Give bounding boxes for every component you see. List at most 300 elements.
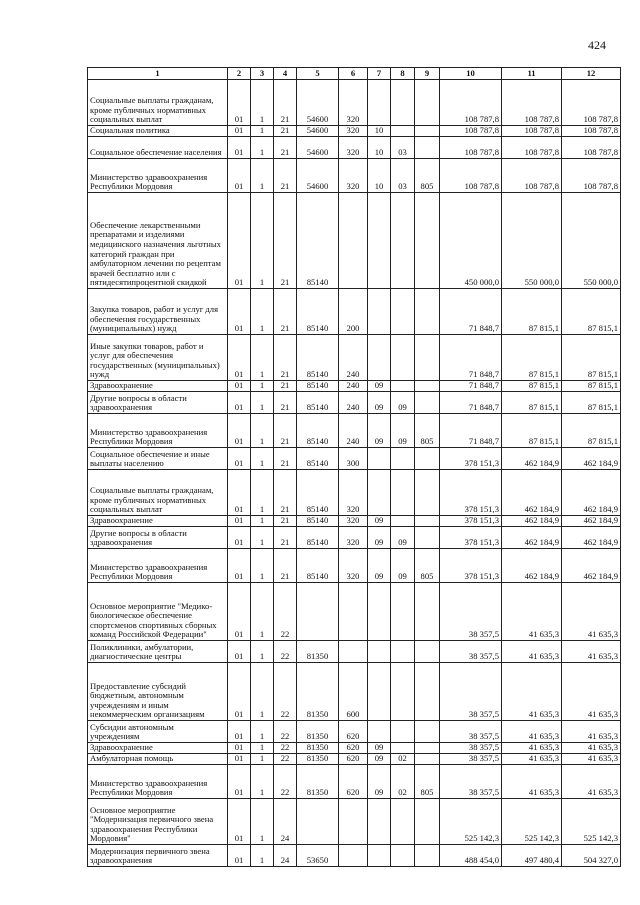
- row-cell-col-9: [415, 392, 440, 414]
- row-cell-col-7: 09: [368, 392, 391, 414]
- row-cell-col-8: [391, 470, 415, 516]
- column-header-7: 7: [368, 68, 391, 80]
- row-cell-col-6: 300: [339, 448, 368, 470]
- row-cell-col-5: 85140: [297, 381, 339, 392]
- row-cell-col-12: 87 815,1: [562, 414, 621, 448]
- budget-table: [87, 67, 621, 867]
- row-cell-col-7: [368, 80, 391, 126]
- table-row: [88, 754, 621, 765]
- row-cell-col-4: 21: [274, 137, 297, 159]
- row-cell-col-3: 1: [251, 765, 274, 799]
- table-row: [88, 414, 621, 448]
- row-cell-col-7: [368, 335, 391, 381]
- row-cell-col-4: 21: [274, 527, 297, 549]
- column-header-4: 4: [274, 68, 297, 80]
- table-row: [88, 641, 621, 663]
- row-cell-col-4: 21: [274, 470, 297, 516]
- row-name-cell: Модернизация первичного звена здравоохранения: [88, 845, 228, 867]
- row-cell-col-4: 21: [274, 289, 297, 335]
- table-row: [88, 765, 621, 799]
- row-cell-col-10: 108 787,8: [440, 80, 502, 126]
- row-cell-col-8: [391, 583, 415, 641]
- table-row: [88, 159, 621, 193]
- row-cell-col-10: 38 357,5: [440, 743, 502, 754]
- table-row: [88, 289, 621, 335]
- table-row: [88, 845, 621, 867]
- row-cell-col-3: 1: [251, 414, 274, 448]
- row-cell-col-3: 1: [251, 137, 274, 159]
- row-cell-col-7: [368, 845, 391, 867]
- row-cell-col-6: 600: [339, 663, 368, 721]
- row-cell-col-7: [368, 470, 391, 516]
- row-name-cell: Здравоохранение: [88, 743, 228, 754]
- row-cell-col-11: 87 815,1: [502, 414, 562, 448]
- row-name-cell: Социальная политика: [88, 126, 228, 137]
- row-cell-col-9: [415, 470, 440, 516]
- row-cell-col-10: 108 787,8: [440, 126, 502, 137]
- row-name-cell: Другие вопросы в области здравоохранения: [88, 527, 228, 549]
- row-cell-col-10: 38 357,5: [440, 641, 502, 663]
- row-cell-col-9: [415, 381, 440, 392]
- row-cell-col-6: 320: [339, 159, 368, 193]
- row-cell-col-5: [297, 799, 339, 845]
- row-cell-col-9: [415, 721, 440, 743]
- row-cell-col-3: 1: [251, 470, 274, 516]
- row-cell-col-10: 38 357,5: [440, 765, 502, 799]
- row-cell-col-4: 22: [274, 721, 297, 743]
- row-cell-col-11: 108 787,8: [502, 126, 562, 137]
- row-cell-col-8: [391, 721, 415, 743]
- row-cell-col-7: [368, 193, 391, 289]
- row-cell-col-12: 462 184,9: [562, 527, 621, 549]
- row-cell-col-2: 01: [228, 641, 251, 663]
- table-row: [88, 721, 621, 743]
- row-cell-col-7: 10: [368, 126, 391, 137]
- row-cell-col-9: 805: [415, 414, 440, 448]
- row-cell-col-5: 81350: [297, 641, 339, 663]
- row-cell-col-5: 54600: [297, 80, 339, 126]
- row-name-cell: Обеспечение лекарственными препаратами и изделиями медицинского назначения льготных категорий граждан при амбулаторном лечении по рецептам врачей бесплатно или с пятидесятипроцентной скидкой: [88, 193, 228, 289]
- row-cell-col-11: 41 635,3: [502, 743, 562, 754]
- row-cell-col-6: 320: [339, 549, 368, 583]
- row-cell-col-12: 87 815,1: [562, 392, 621, 414]
- row-cell-col-2: 01: [228, 754, 251, 765]
- table-row: [88, 193, 621, 289]
- row-cell-col-5: 85140: [297, 527, 339, 549]
- row-cell-col-5: 54600: [297, 126, 339, 137]
- row-cell-col-9: [415, 527, 440, 549]
- row-cell-col-2: 01: [228, 549, 251, 583]
- row-cell-col-8: 02: [391, 754, 415, 765]
- table-row: [88, 549, 621, 583]
- row-cell-col-9: [415, 193, 440, 289]
- row-cell-col-8: [391, 80, 415, 126]
- row-cell-col-3: 1: [251, 641, 274, 663]
- row-cell-col-9: [415, 448, 440, 470]
- table-row: [88, 470, 621, 516]
- row-cell-col-5: 85140: [297, 448, 339, 470]
- row-cell-col-7: [368, 663, 391, 721]
- row-cell-col-6: [339, 193, 368, 289]
- row-cell-col-4: 21: [274, 193, 297, 289]
- row-cell-col-10: 378 151,3: [440, 549, 502, 583]
- row-cell-col-12: 41 635,3: [562, 583, 621, 641]
- row-cell-col-2: 01: [228, 527, 251, 549]
- row-cell-col-8: [391, 126, 415, 137]
- row-name-cell: Амбулаторная помощь: [88, 754, 228, 765]
- row-cell-col-11: 462 184,9: [502, 516, 562, 527]
- row-cell-col-7: [368, 448, 391, 470]
- row-cell-col-3: 1: [251, 289, 274, 335]
- row-cell-col-6: 620: [339, 754, 368, 765]
- row-cell-col-7: 09: [368, 527, 391, 549]
- row-cell-col-7: 09: [368, 381, 391, 392]
- row-name-cell: Социальные выплаты гражданам, кроме публичных нормативных социальных выплат: [88, 470, 228, 516]
- row-cell-col-11: 525 142,3: [502, 799, 562, 845]
- row-cell-col-5: 53650: [297, 845, 339, 867]
- row-cell-col-3: 1: [251, 845, 274, 867]
- row-cell-col-7: [368, 721, 391, 743]
- row-cell-col-8: 02: [391, 765, 415, 799]
- row-cell-col-2: 01: [228, 289, 251, 335]
- row-cell-col-2: 01: [228, 765, 251, 799]
- row-cell-col-8: 03: [391, 137, 415, 159]
- row-cell-col-5: 85140: [297, 516, 339, 527]
- row-cell-col-10: 450 000,0: [440, 193, 502, 289]
- row-cell-col-11: 87 815,1: [502, 392, 562, 414]
- row-cell-col-5: 85140: [297, 335, 339, 381]
- row-cell-col-9: [415, 289, 440, 335]
- row-cell-col-9: [415, 743, 440, 754]
- row-cell-col-11: 108 787,8: [502, 80, 562, 126]
- row-cell-col-2: 01: [228, 516, 251, 527]
- row-cell-col-2: 01: [228, 583, 251, 641]
- row-cell-col-9: [415, 663, 440, 721]
- row-cell-col-11: 87 815,1: [502, 381, 562, 392]
- column-header-6: 6: [339, 68, 368, 80]
- row-cell-col-10: 38 357,5: [440, 663, 502, 721]
- row-cell-col-8: 09: [391, 414, 415, 448]
- row-cell-col-5: 85140: [297, 193, 339, 289]
- table-row: [88, 392, 621, 414]
- column-header-12: 12: [562, 68, 621, 80]
- row-name-cell: Министерство здравоохранения Республики Мордовия: [88, 765, 228, 799]
- row-cell-col-6: [339, 583, 368, 641]
- row-cell-col-4: 21: [274, 159, 297, 193]
- row-cell-col-2: 01: [228, 80, 251, 126]
- row-cell-col-9: [415, 754, 440, 765]
- row-cell-col-12: 41 635,3: [562, 641, 621, 663]
- row-cell-col-7: 09: [368, 549, 391, 583]
- row-cell-col-3: 1: [251, 335, 274, 381]
- table-row: [88, 799, 621, 845]
- table-row: [88, 381, 621, 392]
- row-cell-col-3: 1: [251, 663, 274, 721]
- row-cell-col-6: 620: [339, 765, 368, 799]
- row-cell-col-10: 378 151,3: [440, 470, 502, 516]
- row-cell-col-5: 81350: [297, 765, 339, 799]
- row-cell-col-11: 41 635,3: [502, 583, 562, 641]
- row-cell-col-4: 21: [274, 516, 297, 527]
- table-row: [88, 335, 621, 381]
- row-cell-col-10: 71 848,7: [440, 414, 502, 448]
- row-cell-col-10: 71 848,7: [440, 335, 502, 381]
- column-header-1: 1: [88, 68, 228, 80]
- row-cell-col-8: [391, 663, 415, 721]
- row-cell-col-3: 1: [251, 392, 274, 414]
- row-cell-col-8: [391, 335, 415, 381]
- column-header-5: 5: [297, 68, 339, 80]
- row-cell-col-6: 320: [339, 516, 368, 527]
- row-cell-col-12: 504 327,0: [562, 845, 621, 867]
- row-cell-col-9: [415, 126, 440, 137]
- row-cell-col-4: 22: [274, 743, 297, 754]
- row-cell-col-6: 320: [339, 126, 368, 137]
- table-row: [88, 448, 621, 470]
- row-cell-col-10: 71 848,7: [440, 381, 502, 392]
- row-cell-col-8: [391, 845, 415, 867]
- row-cell-col-12: 41 635,3: [562, 743, 621, 754]
- row-cell-col-11: 41 635,3: [502, 754, 562, 765]
- row-cell-col-3: 1: [251, 381, 274, 392]
- row-cell-col-6: 240: [339, 335, 368, 381]
- column-header-3: 3: [251, 68, 274, 80]
- row-cell-col-12: 41 635,3: [562, 663, 621, 721]
- row-cell-col-9: [415, 583, 440, 641]
- row-cell-col-10: 38 357,5: [440, 754, 502, 765]
- row-cell-col-5: 81350: [297, 721, 339, 743]
- row-cell-col-6: [339, 641, 368, 663]
- row-cell-col-11: 462 184,9: [502, 527, 562, 549]
- row-cell-col-6: 240: [339, 381, 368, 392]
- column-header-2: 2: [228, 68, 251, 80]
- row-cell-col-5: 85140: [297, 470, 339, 516]
- row-cell-col-4: 22: [274, 641, 297, 663]
- row-cell-col-8: [391, 381, 415, 392]
- row-name-cell: Основное мероприятие "Медико-биологическое обеспечение спортсменов спортивных сборных команд Российской Федерации": [88, 583, 228, 641]
- header-row: [88, 68, 621, 80]
- row-cell-col-3: 1: [251, 448, 274, 470]
- row-cell-col-11: 462 184,9: [502, 470, 562, 516]
- row-cell-col-6: 240: [339, 414, 368, 448]
- row-cell-col-5: 85140: [297, 289, 339, 335]
- row-cell-col-4: 21: [274, 80, 297, 126]
- row-name-cell: Субсидии автономным учреждениям: [88, 721, 228, 743]
- row-cell-col-7: 10: [368, 137, 391, 159]
- row-cell-col-9: [415, 335, 440, 381]
- row-cell-col-4: 22: [274, 583, 297, 641]
- row-cell-col-4: 22: [274, 765, 297, 799]
- row-cell-col-7: [368, 583, 391, 641]
- row-cell-col-4: 22: [274, 754, 297, 765]
- row-cell-col-11: 41 635,3: [502, 721, 562, 743]
- table-row: [88, 583, 621, 641]
- row-cell-col-12: 41 635,3: [562, 765, 621, 799]
- row-cell-col-5: 81350: [297, 663, 339, 721]
- row-cell-col-12: 462 184,9: [562, 516, 621, 527]
- page-number: 424: [588, 38, 606, 52]
- row-cell-col-2: 01: [228, 743, 251, 754]
- table-row: [88, 527, 621, 549]
- table-row: [88, 663, 621, 721]
- row-cell-col-12: 108 787,8: [562, 126, 621, 137]
- row-cell-col-12: 462 184,9: [562, 549, 621, 583]
- row-cell-col-10: 38 357,5: [440, 583, 502, 641]
- row-cell-col-3: 1: [251, 799, 274, 845]
- row-cell-col-9: [415, 799, 440, 845]
- row-cell-col-9: 805: [415, 549, 440, 583]
- row-name-cell: Социальные выплаты гражданам, кроме публичных нормативных социальных выплат: [88, 80, 228, 126]
- row-cell-col-11: 41 635,3: [502, 765, 562, 799]
- row-cell-col-10: 108 787,8: [440, 159, 502, 193]
- row-cell-col-10: 71 848,7: [440, 289, 502, 335]
- row-cell-col-2: 01: [228, 448, 251, 470]
- row-cell-col-7: [368, 799, 391, 845]
- row-cell-col-6: 200: [339, 289, 368, 335]
- row-name-cell: Закупка товаров, работ и услуг для обеспечения государственных (муниципальных) нужд: [88, 289, 228, 335]
- row-cell-col-4: 24: [274, 845, 297, 867]
- row-name-cell: Основное мероприятие "Модернизация первичного звена здравоохранения Республики Мордовия": [88, 799, 228, 845]
- row-cell-col-2: 01: [228, 470, 251, 516]
- row-cell-col-9: [415, 516, 440, 527]
- row-cell-col-7: 09: [368, 516, 391, 527]
- row-cell-col-3: 1: [251, 126, 274, 137]
- row-cell-col-11: 550 000,0: [502, 193, 562, 289]
- row-cell-col-4: 22: [274, 663, 297, 721]
- row-cell-col-6: 320: [339, 470, 368, 516]
- row-name-cell: Здравоохранение: [88, 381, 228, 392]
- row-cell-col-12: 462 184,9: [562, 470, 621, 516]
- row-cell-col-9: [415, 137, 440, 159]
- row-cell-col-7: [368, 641, 391, 663]
- row-cell-col-9: [415, 80, 440, 126]
- row-cell-col-2: 01: [228, 414, 251, 448]
- row-cell-col-7: 09: [368, 765, 391, 799]
- column-header-8: 8: [391, 68, 415, 80]
- row-cell-col-10: 378 151,3: [440, 527, 502, 549]
- row-cell-col-5: 81350: [297, 754, 339, 765]
- row-cell-col-6: 320: [339, 137, 368, 159]
- row-cell-col-11: 497 480,4: [502, 845, 562, 867]
- row-cell-col-3: 1: [251, 721, 274, 743]
- row-cell-col-11: 462 184,9: [502, 448, 562, 470]
- row-cell-col-8: [391, 448, 415, 470]
- row-cell-col-10: 71 848,7: [440, 392, 502, 414]
- row-cell-col-7: 09: [368, 743, 391, 754]
- row-cell-col-4: 21: [274, 549, 297, 583]
- row-cell-col-12: 108 787,8: [562, 137, 621, 159]
- row-cell-col-3: 1: [251, 80, 274, 126]
- row-cell-col-2: 01: [228, 137, 251, 159]
- column-header-11: 11: [502, 68, 562, 80]
- row-cell-col-2: 01: [228, 721, 251, 743]
- row-cell-col-12: 108 787,8: [562, 159, 621, 193]
- row-cell-col-5: 54600: [297, 137, 339, 159]
- row-cell-col-10: 38 357,5: [440, 721, 502, 743]
- row-cell-col-12: 87 815,1: [562, 381, 621, 392]
- row-name-cell: Иные закупки товаров, работ и услуг для обеспечения государственных (муниципальных) нужд: [88, 335, 228, 381]
- column-header-10: 10: [440, 68, 502, 80]
- table-row: [88, 126, 621, 137]
- row-cell-col-12: 41 635,3: [562, 754, 621, 765]
- table-row: [88, 743, 621, 754]
- row-cell-col-9: [415, 641, 440, 663]
- row-name-cell: Министерство здравоохранения Республики Мордовия: [88, 159, 228, 193]
- row-cell-col-6: [339, 845, 368, 867]
- row-cell-col-5: 81350: [297, 743, 339, 754]
- row-cell-col-2: 01: [228, 193, 251, 289]
- row-cell-col-8: [391, 516, 415, 527]
- row-cell-col-12: 525 142,3: [562, 799, 621, 845]
- row-cell-col-3: 1: [251, 527, 274, 549]
- row-cell-col-9: [415, 845, 440, 867]
- row-cell-col-4: 21: [274, 381, 297, 392]
- row-cell-col-8: [391, 641, 415, 663]
- row-cell-col-10: 525 142,3: [440, 799, 502, 845]
- row-cell-col-3: 1: [251, 193, 274, 289]
- row-cell-col-4: 21: [274, 392, 297, 414]
- row-cell-col-3: 1: [251, 583, 274, 641]
- row-cell-col-12: 550 000,0: [562, 193, 621, 289]
- row-cell-col-12: 41 635,3: [562, 721, 621, 743]
- row-cell-col-8: 09: [391, 527, 415, 549]
- row-cell-col-5: [297, 583, 339, 641]
- row-name-cell: Здравоохранение: [88, 516, 228, 527]
- row-cell-col-9: 805: [415, 765, 440, 799]
- row-cell-col-6: 620: [339, 743, 368, 754]
- row-cell-col-6: 320: [339, 80, 368, 126]
- row-cell-col-7: 10: [368, 159, 391, 193]
- row-name-cell: Социальное обеспечение и иные выплаты населению: [88, 448, 228, 470]
- row-cell-col-7: 09: [368, 754, 391, 765]
- row-cell-col-4: 24: [274, 799, 297, 845]
- column-header-9: 9: [415, 68, 440, 80]
- row-cell-col-11: 41 635,3: [502, 641, 562, 663]
- row-name-cell: Другие вопросы в области здравоохранения: [88, 392, 228, 414]
- row-cell-col-8: 09: [391, 549, 415, 583]
- row-cell-col-4: 21: [274, 414, 297, 448]
- row-cell-col-3: 1: [251, 159, 274, 193]
- row-cell-col-2: 01: [228, 799, 251, 845]
- row-cell-col-10: 108 787,8: [440, 137, 502, 159]
- row-cell-col-2: 01: [228, 663, 251, 721]
- row-cell-col-3: 1: [251, 743, 274, 754]
- row-cell-col-2: 01: [228, 126, 251, 137]
- row-cell-col-7: 09: [368, 414, 391, 448]
- row-cell-col-4: 21: [274, 448, 297, 470]
- row-cell-col-6: [339, 799, 368, 845]
- row-cell-col-12: 87 815,1: [562, 335, 621, 381]
- row-cell-col-8: 03: [391, 159, 415, 193]
- row-cell-col-8: [391, 799, 415, 845]
- row-cell-col-11: 108 787,8: [502, 137, 562, 159]
- row-name-cell: Поликлиники, амбулатории, диагностические центры: [88, 641, 228, 663]
- row-cell-col-6: 320: [339, 527, 368, 549]
- row-cell-col-11: 462 184,9: [502, 549, 562, 583]
- row-cell-col-3: 1: [251, 549, 274, 583]
- row-cell-col-11: 108 787,8: [502, 159, 562, 193]
- row-cell-col-11: 87 815,1: [502, 335, 562, 381]
- table-body: [88, 80, 621, 867]
- row-cell-col-5: 85140: [297, 414, 339, 448]
- row-name-cell: Министерство здравоохранения Республики Мордовия: [88, 549, 228, 583]
- row-name-cell: Социальное обеспечение населения: [88, 137, 228, 159]
- row-cell-col-2: 01: [228, 335, 251, 381]
- row-cell-col-8: [391, 193, 415, 289]
- row-cell-col-11: 41 635,3: [502, 663, 562, 721]
- row-cell-col-5: 85140: [297, 549, 339, 583]
- row-cell-col-2: 01: [228, 159, 251, 193]
